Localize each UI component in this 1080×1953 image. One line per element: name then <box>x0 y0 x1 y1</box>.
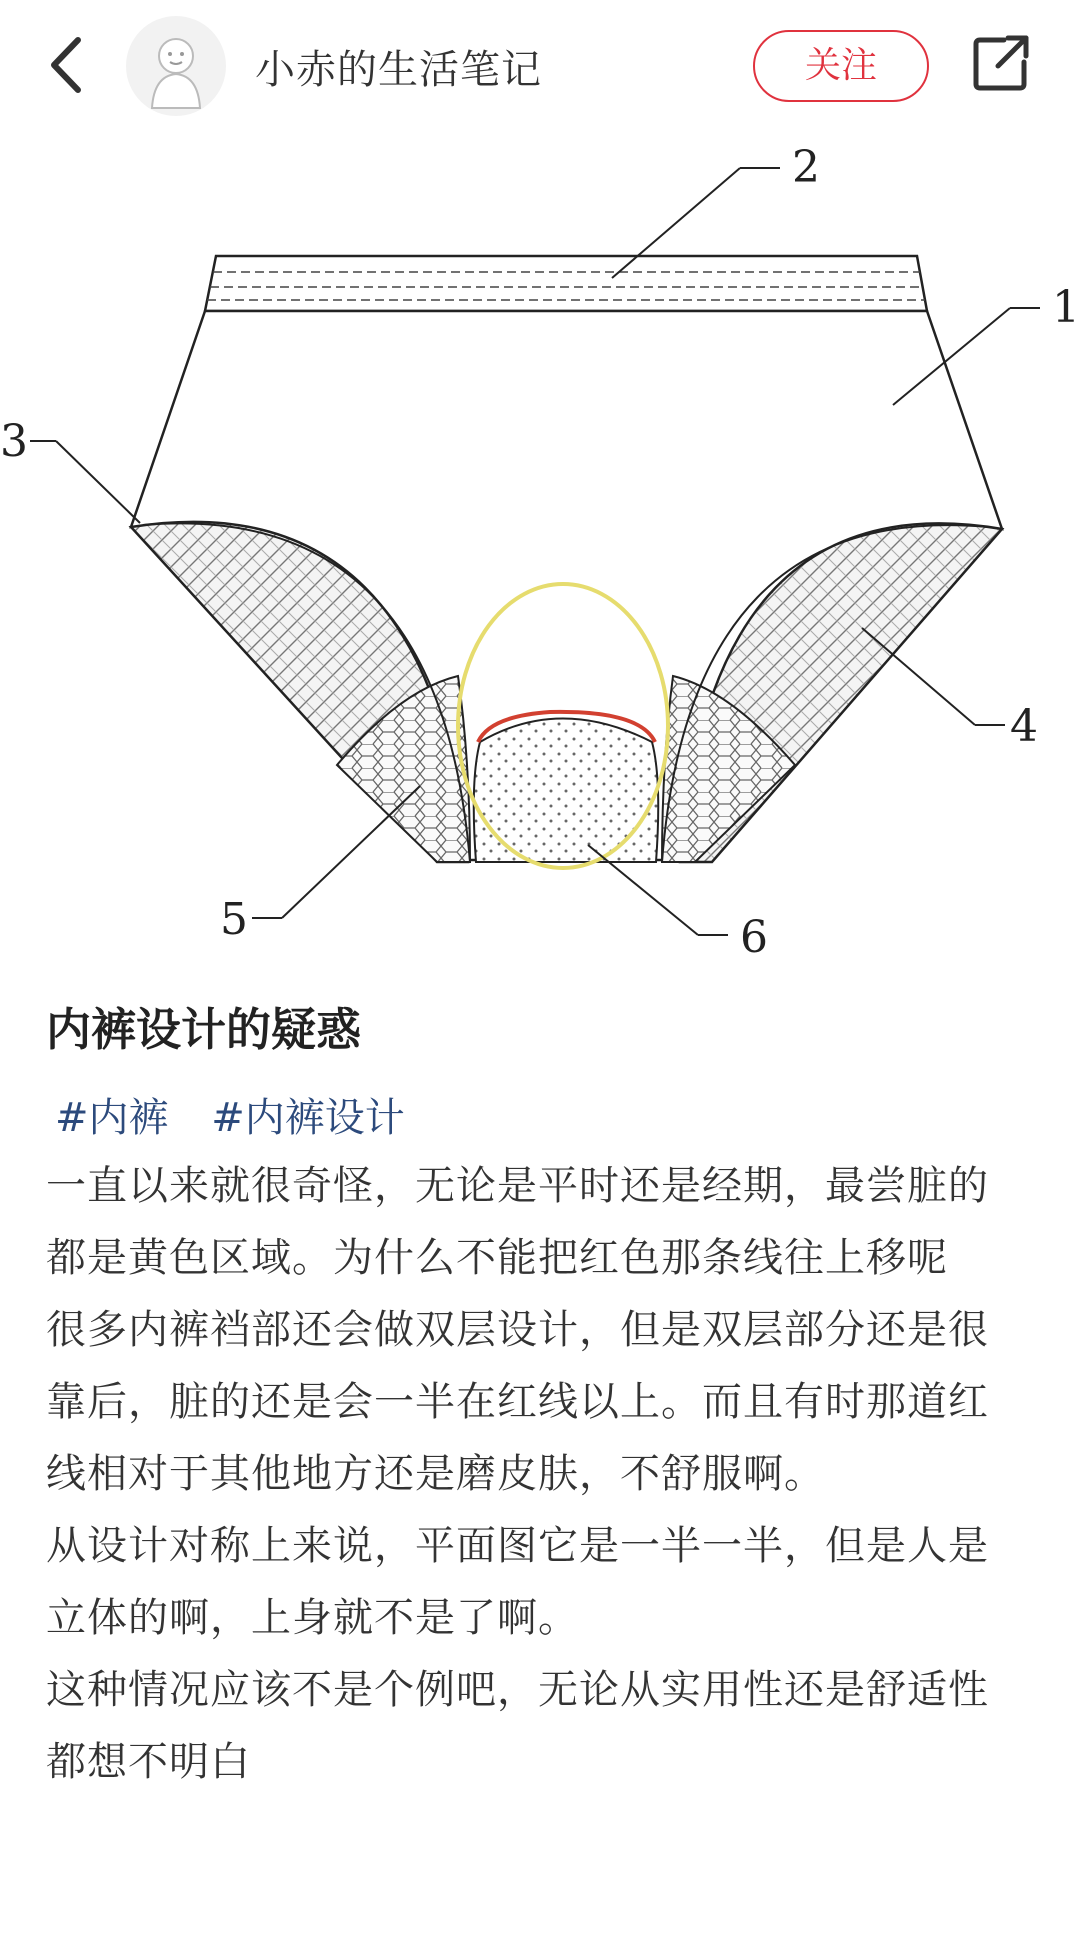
post-body <box>46 1150 1006 1798</box>
label-2: 2 <box>792 142 820 193</box>
underwear-diagram <box>0 135 1080 975</box>
post-paragraph: 这种情况应该不是个例吧，无论从实用性还是舒适性都想不明白 <box>46 1667 989 1785</box>
author-name[interactable]: 小赤的生活笔记 <box>255 47 542 93</box>
label-3: 3 <box>0 416 28 467</box>
follow-button[interactable]: 关注 <box>753 30 929 102</box>
post-paragraph: 很多内裤裆部还会做双层设计，但是双层部分还是很靠后，脏的还是会一半在红线以上。而且有时那道红线相对于其他地方还是磨皮肤，不舒服啊。 <box>46 1307 989 1497</box>
post-paragraph: 一直以来就很奇怪，无论是平时还是经期，最尝脏的都是黄色区域。为什么不能把红色那条线往上移呢 <box>46 1163 989 1281</box>
tag-link[interactable]: #内裤 <box>55 1095 169 1141</box>
label-6: 6 <box>740 912 768 963</box>
label-5: 5 <box>220 894 248 945</box>
label-4: 4 <box>1010 701 1038 752</box>
tag-list <box>55 1086 435 1143</box>
share-icon[interactable] <box>970 32 1032 94</box>
label-1: 1 <box>1052 282 1080 333</box>
avatar[interactable] <box>126 16 226 116</box>
tag-link[interactable]: #内裤设计 <box>211 1095 405 1141</box>
top-bar <box>0 0 1080 135</box>
waistband <box>205 256 927 311</box>
back-arrow-icon[interactable] <box>40 30 100 100</box>
post-title: 内裤设计的疑惑 <box>46 1003 362 1056</box>
post-paragraph: 从设计对称上来说，平面图它是一半一半，但是人是立体的啊，上身就不是了啊。 <box>46 1523 989 1641</box>
avatar-illustration-icon <box>126 16 226 116</box>
